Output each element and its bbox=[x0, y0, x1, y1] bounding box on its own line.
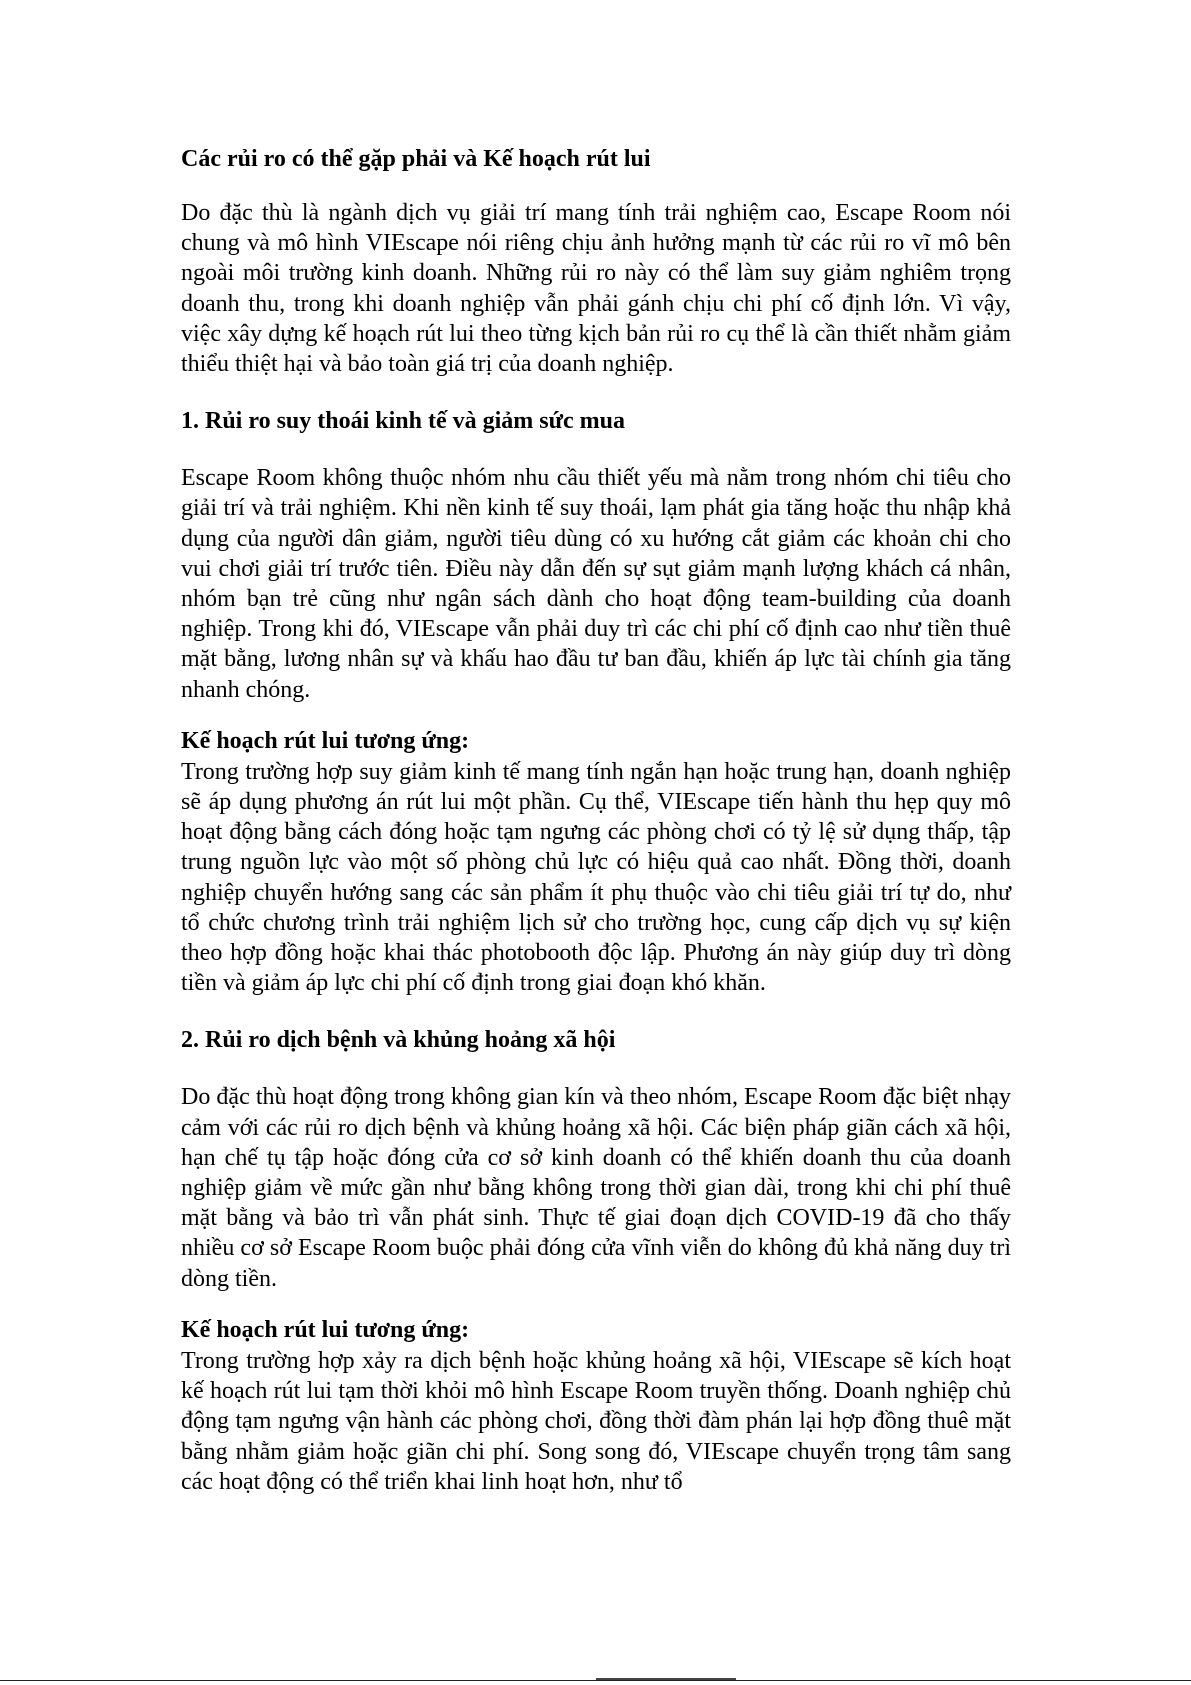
document-title: Các rủi ro có thể gặp phải và Kế hoạch rút lui bbox=[181, 146, 651, 172]
page-bottom-rule bbox=[0, 1680, 1191, 1681]
section-1-body: Escape Room không thuộc nhóm nhu cầu thiết yếu mà nằm trong nhóm chi tiêu cho giải trí và trải nghiệm. Khi nền kinh tế suy thoái, lạm phát gia tăng hoặc thu nhập khả dụng của người dân giảm, người tiêu dùng có xu hướng cắt giảm các khoản chi cho vui chơi giải trí trước tiên. Điều này dẫn đến sự sụt giảm mạnh lượng khách cá nhân, nhóm bạn trẻ cũng như ngân sách dành cho hoạt động team-building của doanh nghiệp. Trong khi đó, VIEscape vẫn phải duy trì các chi phí cố định cao như tiền thuê mặt bằng, lương nhân sự và khấu hao đầu tư ban đầu, khiến áp lực tài chính gia tăng nhanh chóng. bbox=[181, 465, 1011, 703]
page-bottom-mark bbox=[596, 1678, 736, 1680]
section-2-heading: 2. Rủi ro dịch bệnh và khủng hoảng xã hội bbox=[181, 1027, 616, 1054]
intro-paragraph: Do đặc thù là ngành dịch vụ giải trí mang tính trải nghiệm cao, Escape Room nói chung và mô hình VIEscape nói riêng chịu ảnh hưởng mạnh từ các rủi ro vĩ mô bên ngoài môi trường kinh doanh. Những rủi ro này có thể làm suy giảm nghiêm trọng doanh thu, trong khi doanh nghiệp vẫn phải gánh chịu chi phí cố định lớn. Vì vậy, việc xây dựng kế hoạch rút lui theo từng kịch bản rủi ro cụ thể là cần thiết nhằm giảm thiểu thiệt hại và bảo toàn giá trị của doanh nghiệp. bbox=[181, 200, 1011, 378]
document-page bbox=[181, 143, 1011, 1497]
section-2-plan-heading: Kế hoạch rút lui tương ứng: bbox=[181, 1316, 470, 1343]
section-1-heading: 1. Rủi ro suy thoái kinh tế và giảm sức mua bbox=[181, 408, 626, 435]
section-2-body: Do đặc thù hoạt động trong không gian kín và theo nhóm, Escape Room đặc biệt nhạy cảm với các rủi ro dịch bệnh và khủng hoảng xã hội. Các biện pháp giãn cách xã hội, hạn chế tụ tập hoặc đóng cửa cơ sở kinh doanh có thể khiến doanh thu của doanh nghiệp giảm về mức gần như bằng không trong thời gian dài, trong khi chi phí thuê mặt bằng và bảo trì vẫn phát sinh. Thực tế giai đoạn dịch COVID-19 đã cho thấy nhiều cơ sở Escape Room buộc phải đóng cửa vĩnh viễn do không đủ khả năng duy trì dòng tiền. bbox=[181, 1084, 1011, 1292]
section-1-plan-body: Trong trường hợp suy giảm kinh tế mang tính ngắn hạn hoặc trung hạn, doanh nghiệp sẽ áp dụng phương án rút lui một phần. Cụ thể, VIEscape tiến hành thu hẹp quy mô hoạt động bằng cách đóng hoặc tạm ngưng các phòng chơi có tỷ lệ sử dụng thấp, tập trung nguồn lực vào một số phòng chủ lực có hiệu quả cao nhất. Đồng thời, doanh nghiệp chuyển hướng sang các sản phẩm ít phụ thuộc vào chi tiêu giải trí tự do, như tổ chức chương trình trải nghiệm lịch sử cho trường học, cung cấp dịch vụ sự kiện theo hợp đồng hoặc khai thác photobooth độc lập. Phương án này giúp duy trì dòng tiền và giảm áp lực chi phí cố định trong giai đoạn khó khăn. bbox=[181, 758, 1011, 997]
section-1-plan-heading: Kế hoạch rút lui tương ứng: bbox=[181, 727, 470, 754]
section-2-plan-body: Trong trường hợp xảy ra dịch bệnh hoặc khủng hoảng xã hội, VIEscape sẽ kích hoạt kế hoạch rút lui tạm thời khỏi mô hình Escape Room truyền thống. Doanh nghiệp chủ động tạm ngưng vận hành các phòng chơi, đồng thời đàm phán lại hợp đồng thuê mặt bằng nhằm giảm hoặc giãn chi phí. Song song đó, VIEscape chuyển trọng tâm sang các hoạt động có thể triển khai linh hoạt hơn, như tổ bbox=[181, 1347, 1011, 1495]
